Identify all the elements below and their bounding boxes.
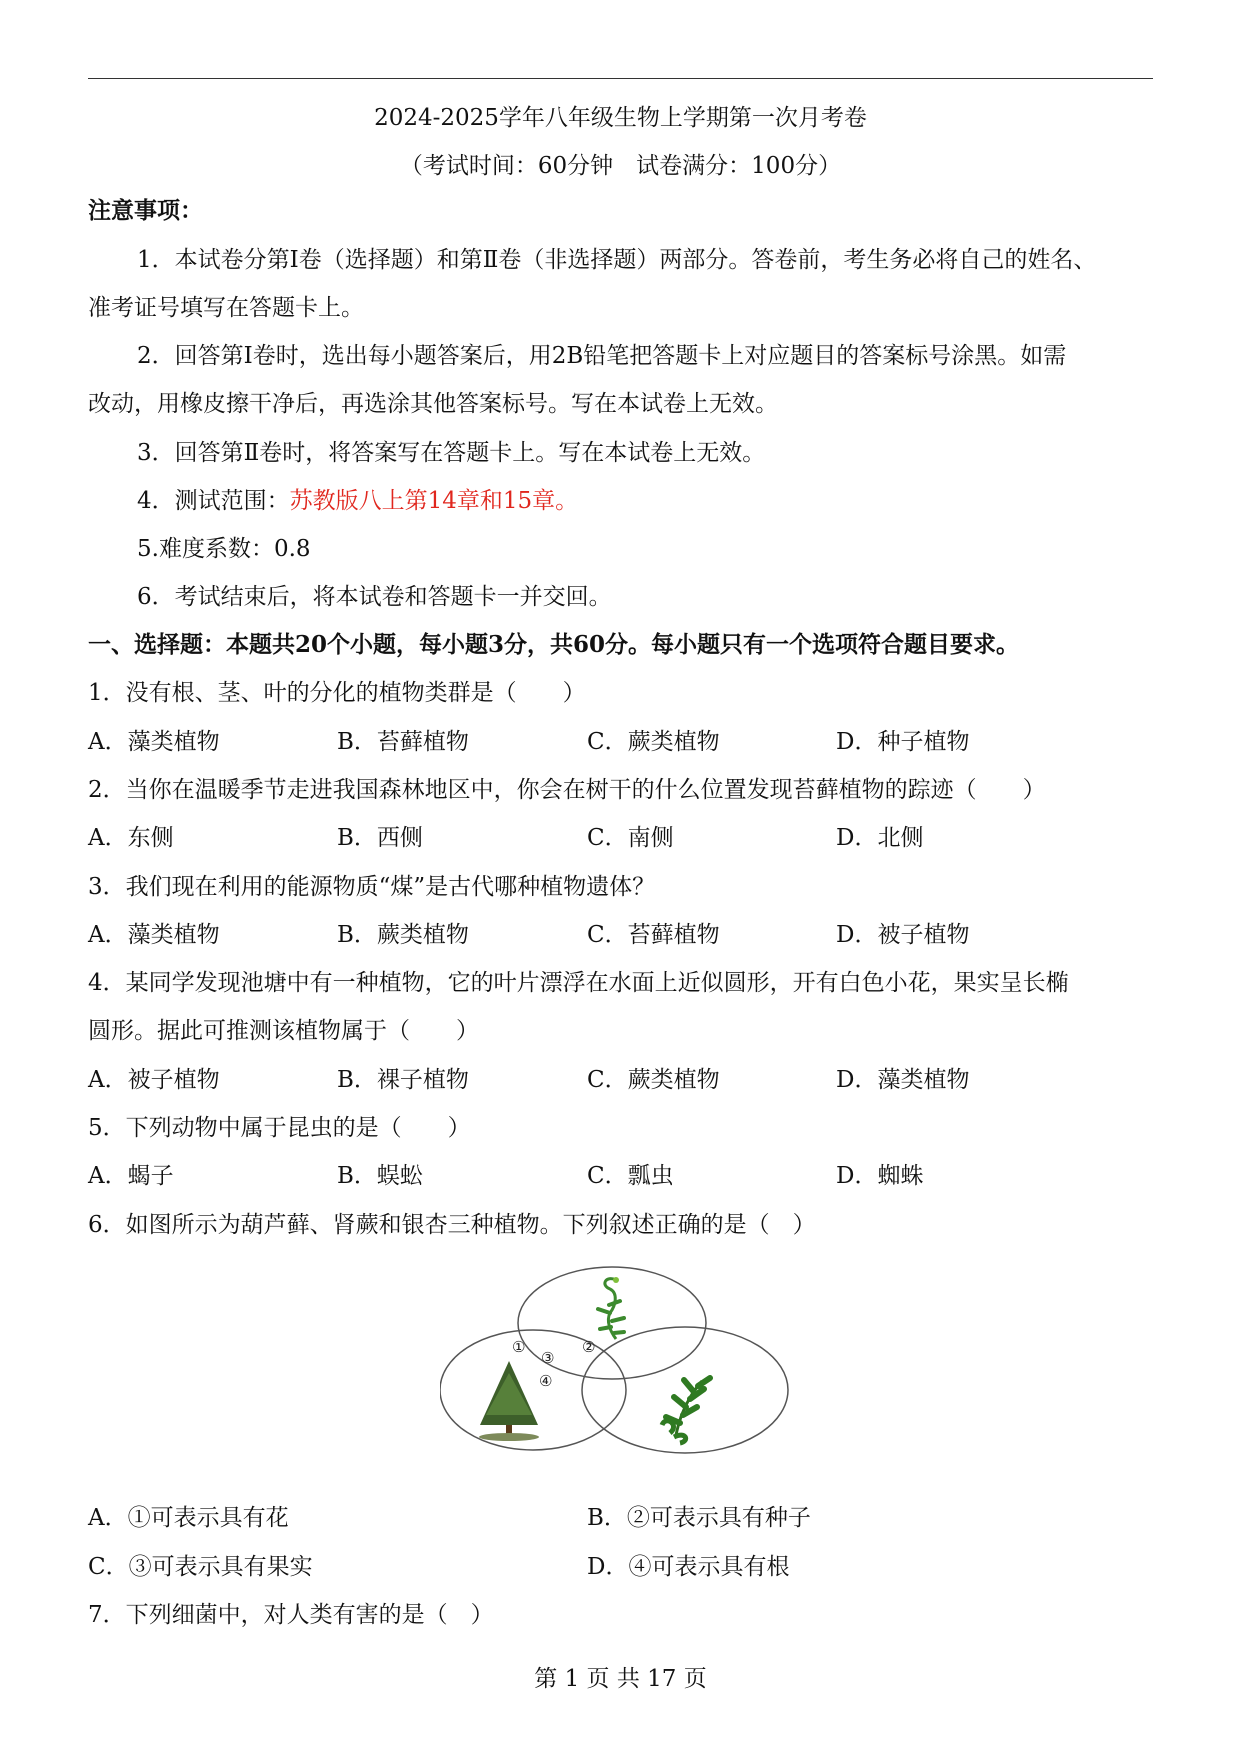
q1-option-a: A．藻类植物: [88, 729, 220, 755]
section-heading: 一、选择题：本题共20个小题，每小题3分，共60分。每小题只有一个选项符合题目要求。: [88, 631, 1020, 658]
question-1-stem: 1．没有根、茎、叶的分化的植物类群是（ ）: [88, 680, 586, 706]
notice-item-5: 5.难度系数：0.8: [137, 536, 311, 562]
q1-option-d: D．种子植物: [836, 729, 970, 755]
notice-item-3: 3．回答第Ⅱ卷时，将答案写在答题卡上。写在本试卷上无效。: [137, 440, 766, 466]
venn-label-2: ②: [582, 1338, 596, 1356]
q4-option-a: A．被子植物: [88, 1067, 220, 1093]
notice-item-2-cont: 改动，用橡皮擦干净后，再选涂其他答案标号。写在本试卷上无效。: [88, 391, 778, 417]
fern-plant-icon: [662, 1378, 710, 1443]
question-4-stem-cont: 圆形。据此可推测该植物属于（ ）: [88, 1018, 479, 1044]
q6-option-b: B．②可表示具有种子: [587, 1505, 811, 1531]
q2-option-a: A．东侧: [88, 825, 174, 851]
notice-item-2: 2．回答第Ⅰ卷时，选出每小题答案后，用2B铅笔把答题卡上对应题目的答案标号涂黑。如需: [137, 343, 1067, 369]
exam-title: 2024-2025学年八年级生物上学期第一次月考卷: [374, 105, 867, 131]
venn-diagram-figure: [440, 1265, 795, 1461]
q3-option-d: D．被子植物: [836, 922, 970, 948]
q1-option-b: B．苔藓植物: [337, 729, 469, 755]
venn-circle-ginkgo: [440, 1330, 626, 1450]
q4-option-b: B．裸子植物: [337, 1067, 469, 1093]
q3-option-c: C．苔藓植物: [587, 922, 720, 948]
q6-option-a: A．①可表示具有花: [88, 1505, 289, 1531]
question-6-stem: 6．如图所示为葫芦藓、肾蕨和银杏三种植物。下列叙述正确的是（ ）: [88, 1212, 816, 1238]
q5-option-b: B．蜈蚣: [337, 1163, 423, 1189]
notice-item-4: [137, 486, 578, 516]
venn-label-3: ③: [541, 1349, 555, 1367]
q2-option-c: C．南侧: [587, 825, 674, 851]
notice-item-4-label: 4．测试范围：: [137, 488, 290, 514]
test-scope: 苏教版八上第14章和15章。: [289, 488, 579, 514]
page-number: 第 1 页 共 17 页: [534, 1666, 707, 1692]
q5-option-d: D．蜘蛛: [836, 1163, 924, 1189]
moss-plant-icon: [598, 1277, 624, 1339]
q1-option-c: C．蕨类植物: [587, 729, 720, 755]
ginkgo-tree-icon: [479, 1361, 539, 1441]
question-4-stem: 4．某同学发现池塘中有一种植物，它的叶片漂浮在水面上近似圆形，开有白色小花，果实呈长椭: [88, 970, 1069, 996]
q2-option-b: B．西侧: [337, 825, 423, 851]
q6-option-d: D．④可表示具有根: [587, 1554, 790, 1580]
q4-option-c: C．蕨类植物: [587, 1067, 720, 1093]
question-2-stem: 2．当你在温暖季节走进我国森林地区中，你会在树干的什么位置发现苔藓植物的踪迹（ ）: [88, 777, 1046, 803]
venn-label-1: ①: [512, 1338, 526, 1356]
q5-option-a: A．蝎子: [88, 1163, 174, 1189]
question-7-stem: 7．下列细菌中，对人类有害的是（ ）: [88, 1602, 494, 1628]
question-5-stem: 5．下列动物中属于昆虫的是（ ）: [88, 1115, 471, 1141]
notice-item-1-cont: 准考证号填写在答题卡上。: [88, 295, 364, 321]
q3-option-b: B．蕨类植物: [337, 922, 469, 948]
question-3-stem: 3．我们现在利用的能源物质“煤”是古代哪种植物遗体？: [88, 874, 656, 900]
notice-item-6: 6．考试结束后，将本试卷和答题卡一并交回。: [137, 584, 612, 610]
notice-item-1: 1．本试卷分第Ⅰ卷（选择题）和第Ⅱ卷（非选择题）两部分。答卷前，考生务必将自己的姓名、: [137, 247, 1097, 273]
exam-subtitle: （考试时间：60分钟 试卷满分：100分）: [399, 153, 842, 179]
q5-option-c: C．瓢虫: [587, 1163, 674, 1189]
q3-option-a: A．藻类植物: [88, 922, 220, 948]
venn-label-4: ④: [539, 1372, 553, 1390]
notice-heading: 注意事项：: [88, 197, 203, 224]
q6-option-c: C．③可表示具有果实: [88, 1554, 313, 1580]
top-rule: [88, 78, 1153, 79]
q2-option-d: D．北侧: [836, 825, 924, 851]
q4-option-d: D．藻类植物: [836, 1067, 970, 1093]
